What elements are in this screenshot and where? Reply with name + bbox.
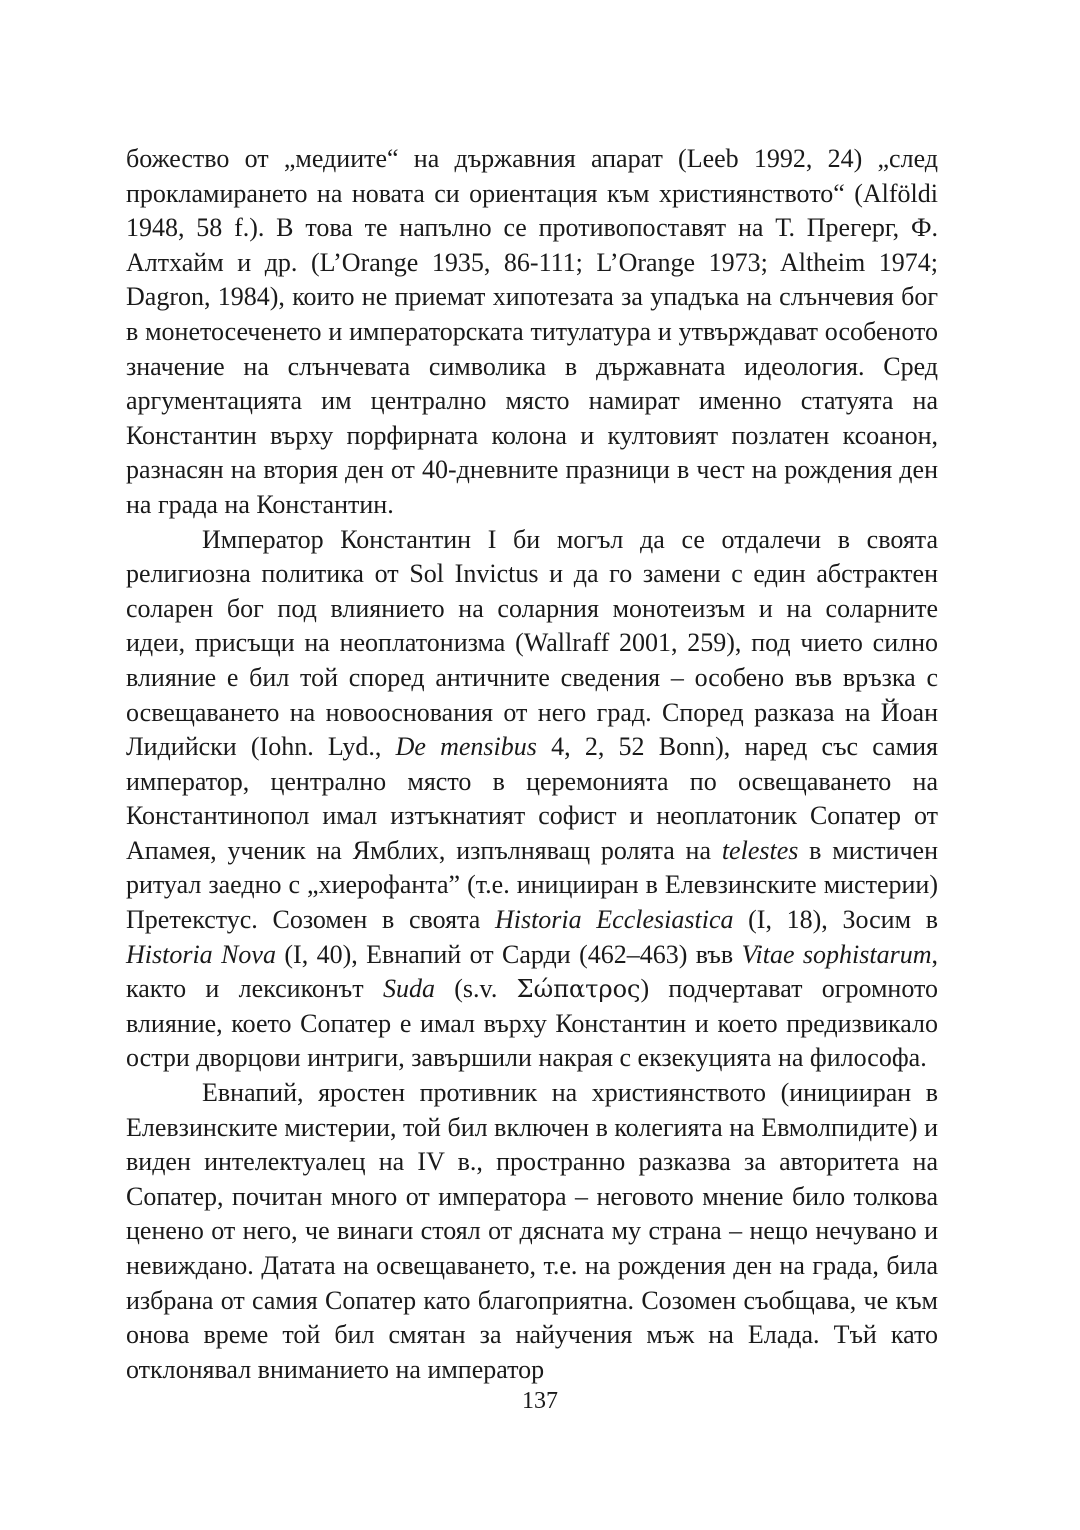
text-run: (s.v. <box>434 974 517 1004</box>
text-run: (I, 40), Евнапий от Сарди (462–463) във <box>275 939 742 969</box>
italic-title: Vitae sophistarum <box>741 939 932 969</box>
text-run: Император Константин I би могъл да се отдалечи в своята религиозна политика от Sol Invictus и да го замени с един абстрактен соларен бог под влиянието на соларния монотеизъм и на соларните идеи, присъщи на неоплатонизма (Wallraff 2001, 259), под чието силно влияние е бил той според античните сведения – особено във връзка с освещаването на новооснования от него град. Според разказа на Йоан Лидийски (Iohn. Lyd., <box>126 524 938 762</box>
text-run: ) подчертават огромното влияние, което Сопатер е имал върху Константин и което предизвикало остри дворцови интриги, завършили накрая с екзекуцията на философа. <box>126 974 938 1073</box>
italic-title: Historia Ecclesiastica <box>494 905 734 935</box>
italic-title: Historia Nova <box>126 939 276 969</box>
paragraph-2 <box>126 523 938 1077</box>
italic-title: Suda <box>382 974 435 1004</box>
text-run: в мистичен ритуал заедно с „хиерофанта” (т.е. иницииран в Елевзинските мистерии) Претекстус. Созомен в своята <box>126 835 938 935</box>
text-run: , както и лексиконът <box>126 939 938 1004</box>
paragraph-1: божество от „медиите“ на държавния апарат (Leeb 1992, 24) „след прокламирането на новата си ориентация към християнството“ (Alföldi 1948, 58 f.). В това те напълно се противопоставят на Т. Прегерг, Ф. Алтхайм и др. (L’Orange 1935, 86-111; L’Orange 1973; Altheim 1974; Dagron, 1984), които не приемат хипотезата за упадъка на слънчевия бог в монетосеченето и императорската титулатура и утвърждават особеното значение на слънчевата символика в държавната идеология. Сред аргументацията им централно място намират именно статуята на Константин върху порфирната колона и култовият позлатен ксоанон, разнасян на втория ден от 40-дневните празници в чест на рождения ден на града на Константин. <box>126 144 938 519</box>
paragraph-3: Евнапий, яростен противник на християнството (иницииран в Елевзинските мистерии, той бил включен в колегията на Евмолпидите) и виден интелектуалец на IV в., пространно разказва за авторитета на Сопатер, почитан много от императора – неговото мнение било толкова ценено от него, че винаги стоял от дясната му страна – нещо нечувано и невиждано. Датата на освещаването, т.е. на рождения ден на града, била избрана от самия Сопатер като благоприятна. Созомен съобщава, че към онова време той бил смятан за найучения мъж на Елада. Тъй като отклонявал вниманието на император <box>126 1078 938 1384</box>
page-body <box>126 142 938 1387</box>
text-run: (I, 18), Зосим в <box>733 905 938 935</box>
text-run: 4, 2, 52 Bonn), наред със самия император, централно място в церемонията по освещаването на Константинопол имал изтъкнатият софист и неоплатоник Сопатер от Апамея, ученик на Ямблих, изпълняващ ролята на <box>126 732 938 865</box>
greek-word: Σώπατρος <box>516 975 641 1004</box>
italic-title: De mensibus <box>395 732 537 762</box>
italic-term: telestes <box>721 835 799 865</box>
page-number: 137 <box>522 1388 558 1414</box>
